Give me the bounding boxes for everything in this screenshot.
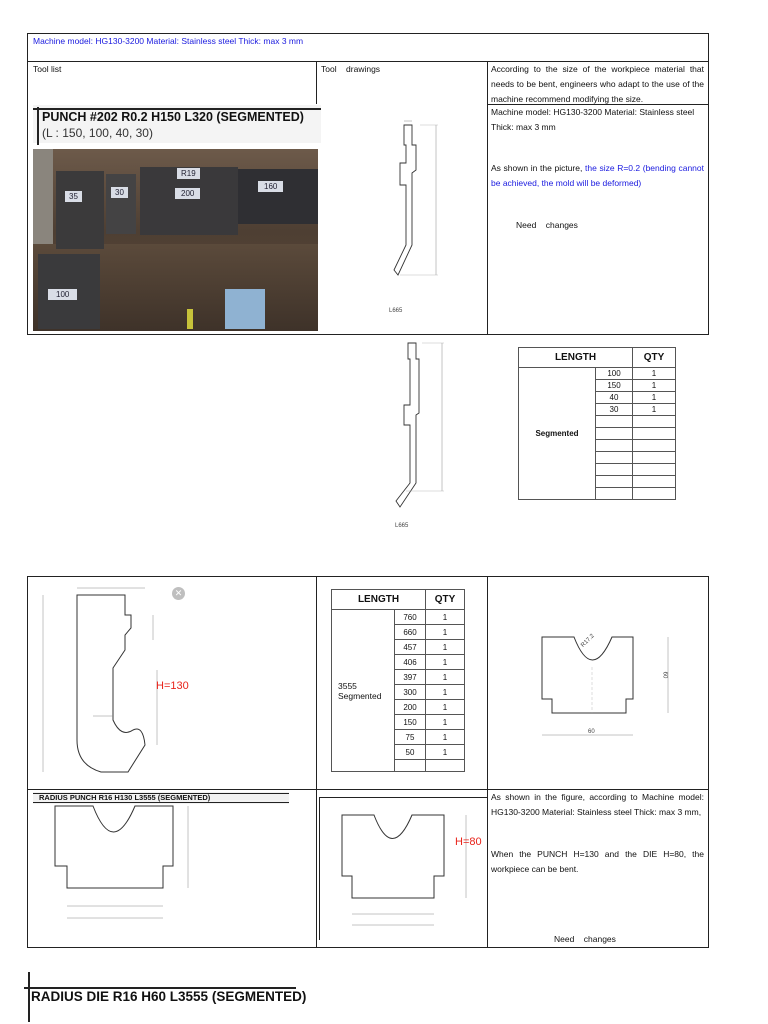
table-header-length: LENGTH — [332, 590, 426, 610]
table-row: 660 — [395, 625, 426, 640]
table-side-label: 3555 Segmented — [332, 610, 395, 772]
table-row: 200 — [395, 700, 426, 715]
table-row — [596, 464, 633, 476]
table-row: 30 — [596, 404, 633, 416]
table-row — [596, 416, 633, 428]
photo-label-r19: R19 — [177, 168, 200, 179]
table-row: 150 — [596, 380, 633, 392]
table-side-label: Segmented — [519, 368, 596, 500]
table-header-length: LENGTH — [519, 348, 633, 368]
row1-note: According to the size of the workpiece material that needs to be bent, engineers who adapt to the use of the machine recommend modifying the size. — [491, 64, 704, 104]
table-row — [596, 452, 633, 464]
table-row-qty: 1 — [426, 655, 465, 670]
radius-die-title: RADIUS DIE R16 H60 L3555 (SEGMENTED) — [31, 989, 307, 1004]
punch-subtitle: (L : 150, 100, 40, 30) — [42, 126, 153, 140]
tool-drawings-label: Tool drawings — [321, 64, 381, 74]
length-qty-table-bottom — [331, 589, 465, 772]
die-drawing-left — [45, 800, 205, 928]
drawing-caption-middle: L665 — [395, 523, 409, 529]
table-row-qty — [633, 440, 676, 452]
col-divider-1 — [316, 61, 317, 104]
header-machine-line: Machine model: HG130-3200 Material: Stainless steel Thick: max 3 mm — [33, 36, 304, 46]
photo-label-100: 100 — [48, 289, 77, 300]
row4-note-2: When the PUNCH H=130 and the DIE H=80, the workpiece can be bent. — [491, 849, 704, 874]
close-icon[interactable]: ✕ — [172, 587, 185, 600]
photo-label-200: 200 — [175, 188, 200, 199]
table-row: 50 — [395, 745, 426, 760]
table-row-qty: 1 — [633, 392, 676, 404]
punch-height-label: H=130 — [156, 680, 189, 692]
table-row-qty — [426, 760, 465, 772]
table-row — [596, 440, 633, 452]
radius-punch-title: RADIUS PUNCH R16 H130 L3555 (SEGMENTED) — [39, 793, 211, 802]
table-row: 75 — [395, 730, 426, 745]
die-height-label: 60 — [661, 671, 668, 679]
table-row-qty — [633, 476, 676, 488]
radius-die-title-block — [24, 972, 307, 1022]
table-row-qty: 1 — [426, 610, 465, 625]
die-drawing-center — [330, 800, 480, 935]
table-row-qty — [633, 464, 676, 476]
table-row-qty: 1 — [633, 380, 676, 392]
tool-list-label: Tool list — [33, 64, 62, 74]
punch-title: PUNCH #202 R0.2 H150 L320 (SEGMENTED) — [42, 110, 304, 124]
die-height-h80-label: H=80 — [455, 836, 482, 848]
table-row — [596, 476, 633, 488]
segments-photo — [33, 149, 318, 331]
row2-shown-note — [491, 161, 704, 191]
row2-shown-prefix: As shown in the picture, — [491, 163, 585, 173]
table-row-qty: 1 — [426, 715, 465, 730]
row2-shown-blue: the size R=0.2 (bending cannot be achieved, the mold will be deformed) — [491, 163, 704, 188]
row2-need-changes: Need changes — [516, 220, 578, 230]
row4-need-changes: Need changes — [554, 934, 616, 944]
table-row-qty — [633, 416, 676, 428]
table-row-qty: 1 — [426, 685, 465, 700]
table-row-qty: 1 — [426, 730, 465, 745]
bottom-col-divider-1 — [316, 576, 317, 948]
drawing-caption-top: L665 — [389, 308, 403, 314]
table-row-qty — [633, 428, 676, 440]
radius-die-drawing — [530, 625, 680, 745]
table-row: 457 — [395, 640, 426, 655]
table-row — [596, 428, 633, 440]
row2-machine-line: Machine model: HG130-3200 Material: Stainless steel Thick: max 3 mm — [491, 107, 695, 132]
row4-note-1: As shown in the figure, according to Machine model: HG130-3200 Material: Stainless steel Thick: max 3 mm, — [491, 792, 704, 817]
table-row-qty: 1 — [426, 640, 465, 655]
table-row: 406 — [395, 655, 426, 670]
table-row — [395, 760, 426, 772]
table-header-qty: QTY — [633, 348, 676, 368]
table-row-qty: 1 — [633, 404, 676, 416]
die-radius-label: R17.2 — [580, 633, 596, 649]
col-divider-2 — [487, 61, 488, 335]
table-row: 150 — [395, 715, 426, 730]
table-row-qty: 1 — [426, 625, 465, 640]
photo-label-35: 35 — [65, 191, 82, 202]
table-row-qty: 1 — [426, 745, 465, 760]
table-row: 100 — [596, 368, 633, 380]
table-row — [596, 488, 633, 500]
table-row: 300 — [395, 685, 426, 700]
table-row-qty — [633, 452, 676, 464]
photo-label-30: 30 — [111, 187, 128, 198]
table-row-qty: 1 — [633, 368, 676, 380]
table-row: 397 — [395, 670, 426, 685]
table-row-qty: 1 — [426, 670, 465, 685]
die-width-label: 60 — [588, 729, 595, 735]
punch-drawing-middle — [376, 335, 456, 515]
table-row: 760 — [395, 610, 426, 625]
table-header-qty: QTY — [426, 590, 465, 610]
length-qty-table-middle — [518, 347, 676, 500]
photo-label-160: 160 — [258, 181, 283, 192]
table-row-qty — [633, 488, 676, 500]
punch-title-block — [33, 105, 321, 143]
table-row-qty: 1 — [426, 700, 465, 715]
table-row: 40 — [596, 392, 633, 404]
punch-drawing-top — [370, 115, 450, 315]
